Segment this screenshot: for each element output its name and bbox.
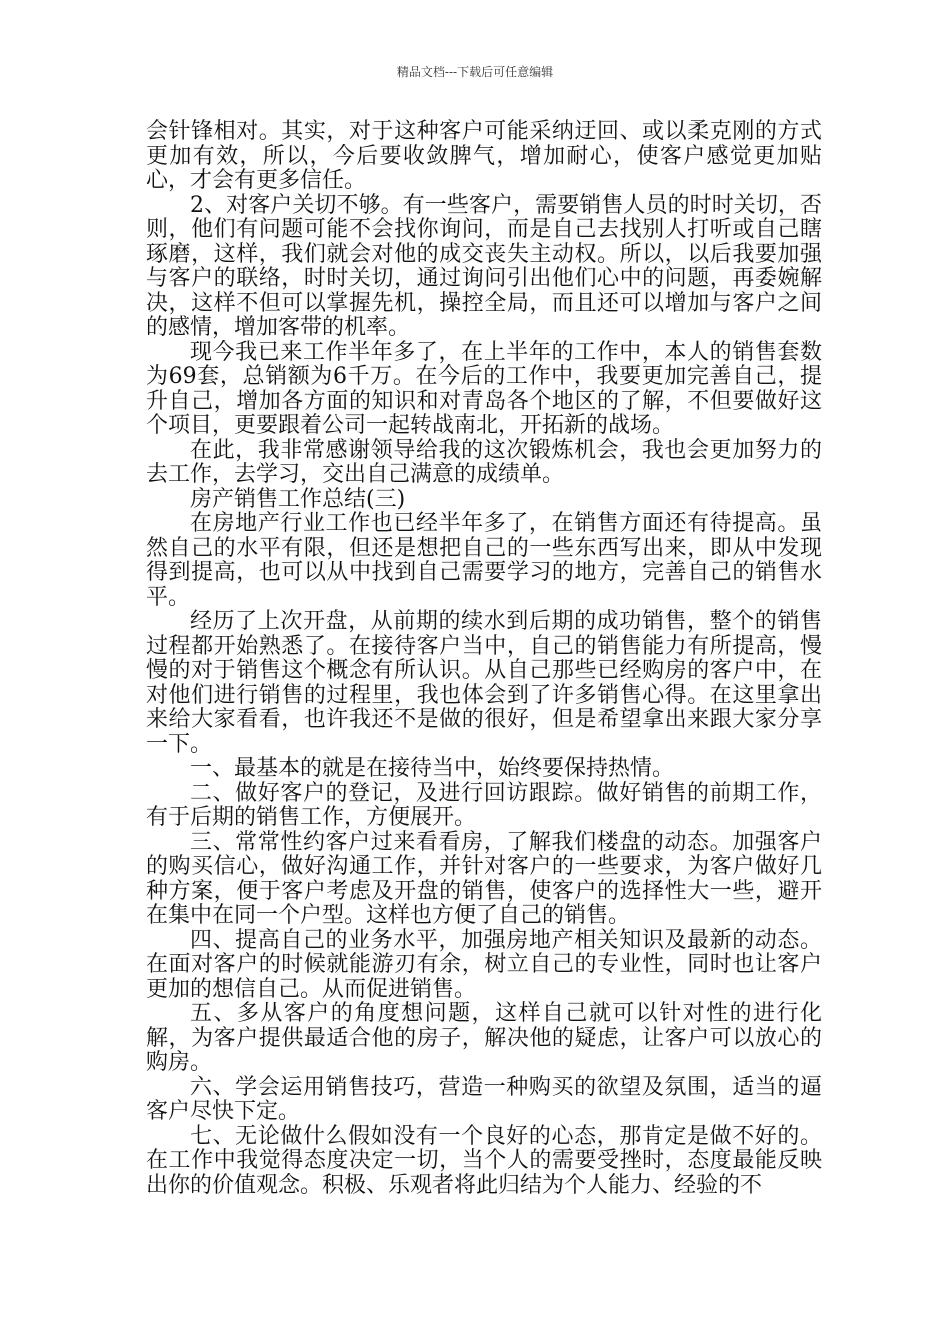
list-item-4: 四、提高自己的业务水平，加强房地产相关知识及最新的动态。在面对客户的时候就能游刃有余，树立自己的专业性，同时也让客户更加的想信自己。从而促进销售。 [146,927,822,1002]
page-header: 精品文档---下载后可任意编辑 [396,65,554,79]
section-heading: 房产销售工作总结(三) [190,486,406,512]
paragraph-4: 在此，我非常感谢领导给我的这次锻炼机会，我也会更加努力的去工作，去学习，交出自己满意的成绩单。 [146,437,822,487]
document-body [146,120,822,1198]
list-item-6: 六、学会运用销售技巧，营造一种购买的欲望及氛围，适当的逼客户尽快下定。 [146,1074,822,1124]
paragraph-5: 在房地产行业工作也已经半年多了，在销售方面还有待提高。虽然自己的水平有限，但还是想把自己的一些东西写出来，即从中发现得到提高，也可以从中找到自己需要学习的地方，完善自己的销售水平。 [146,511,822,610]
list-item-7: 七、无论做什么假如没有一个良好的心态，那肯定是做不好的。在工作中我觉得态度决定一切，当个人的需要受挫时，态度最能反映出你的价值观念。积极、乐观者将此归结为个人能力、经验的不 [146,1123,822,1198]
list-item-5: 五、多从客户的角度想问题，这样自己就可以针对性的进行化解，为客户提供最适合他的房子，解决他的疑虑，让客户可以放心的购房。 [146,1001,822,1075]
paragraph-6: 经历了上次开盘，从前期的续水到后期的成功销售，整个的销售过程都开始熟悉了。在接待客户当中，自己的销售能力有所提高，慢慢的对于销售这个概念有所认识。从自己那些已经购房的客户中，在对他们进行销售的过程里，我也体会到了许多销售心得。在这里拿出来给大家看看，也许我还不是做的很好，但是希望拿出来跟大家分享一下。 [146,609,822,757]
list-item-3: 三、常常性约客户过来看看房，了解我们楼盘的动态。加强客户的购买信心，做好沟通工作，并针对客户的一些要求，为客户做好几种方案，便于客户考虑及开盘的销售，使客户的选择性大一些，避开在集中在同一个户型。这样也方便了自己的销售。 [146,829,822,928]
paragraph-2: 2、对客户关切不够。有一些客户，需要销售人员的时时关切，否则，他们有问题可能不会找你询问，而是自己去找别人打听或自己瞎琢磨，这样，我们就会对他的成交丧失主动权。所以，以后我要加强与客户的联络，时时关切，通过询问引出他们心中的问题，再委婉解决，这样不但可以掌握先机，操控全局，而且还可以增加与客户之间的感情，增加客带的机率。 [146,192,822,340]
paragraph-1: 会针锋相对。其实，对于这种客户可能采纳迂回、或以柔克刚的方式更加有效，所以，今后要收敛脾气，增加耐心，使客户感觉更加贴心，才会有更多信任。 [146,119,822,193]
list-item-2: 二、做好客户的登记，及进行回访跟踪。做好销售的前期工作，有于后期的销售工作，方便展开。 [146,780,822,830]
paragraph-3: 现今我已来工作半年多了，在上半年的工作中，本人的销售套数为69套，总销额为6千万。在今后的工作中，我要更加完善自己，提升自己，增加各方面的知识和对青岛各个地区的了解，不但要做好这个项目，更要跟着公司一起转战南北，开拓新的战场。 [146,339,822,438]
list-item-1: 一、最基本的就是在接待当中，始终要保持热情。 [190,756,675,781]
